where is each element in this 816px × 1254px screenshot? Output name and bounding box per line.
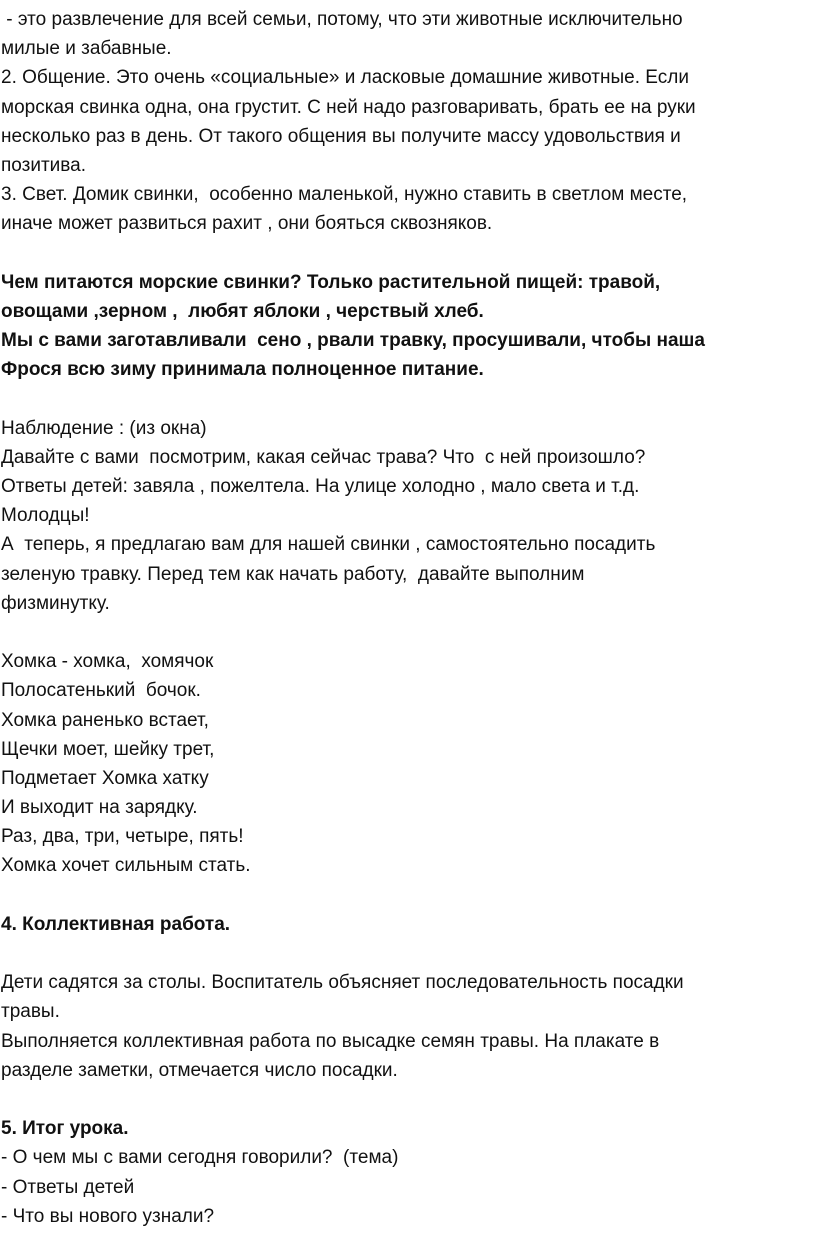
text-line: - Что вы нового узнали? [1,1205,215,1227]
text-line: 5. Итог урока. [1,1118,129,1140]
text-line: милые и забавные. [1,38,172,60]
text-line: Выполняется коллективная работа по высадке семян травы. На плакате в [1,1030,660,1052]
text-line: Хомка - хомка, хомячок [1,651,214,673]
text-line: - Ответы детей [1,1176,135,1198]
text-line: Чем питаются морские свинки? Только растительной пищей: травой, [1,271,661,293]
blank-line [0,881,816,910]
text-line: Хомка раненько встает, [1,709,209,731]
para-communication [0,63,816,180]
text-line: Ответы детей: завяла , пожелтела. На улице холодно , мало света и т.д. [1,476,640,497]
text-line: Молодцы! [1,505,90,527]
text-line: иначе может развиться рахит , они бояться сквозняков. [1,213,493,235]
text-line: овощами ,зерном , любят яблоки , черствый хлеб. [1,300,484,322]
blank-line [0,939,816,968]
text-line: зеленую травку. Перед тем как начать работу, давайте выполним [1,563,585,585]
text-line: Давайте с вами посмотрим, какая сейчас трава? Что с ней произошло? [1,446,646,468]
para-feeding [0,268,816,385]
text-line: А теперь, я предлагаю вам для нашей свинки , самостоятельно посадить [1,534,656,556]
text-line: Подметает Хомка хатку [1,767,209,789]
text-line: Полосатенький бочок. [1,680,201,702]
text-line: Щечки моет, шейку трет, [1,738,215,760]
text-line: несколько раз в день. От такого общения вы получите массу удовольствия и [1,125,681,147]
text-line: - это развлечение для всей семьи, потому, что эти животные исключительно [1,9,683,30]
para-observation [0,414,816,618]
para-light [0,180,816,238]
para-lesson-summary [0,1143,816,1231]
text-line: разделе заметки, отмечается число посадки. [1,1059,398,1081]
blank-line [0,384,816,413]
para-collective-work [0,968,816,1085]
text-line: физминутку. [1,592,110,614]
heading-collective-work [0,910,816,939]
text-line: 4. Коллективная работа. [1,913,231,935]
text-line: Хомка хочет сильным стать. [1,855,251,877]
text-line: - О чем мы с вами сегодня говорили? (тема) [1,1147,399,1169]
heading-lesson-summary [0,1114,816,1143]
text-line: 3. Свет. Домик свинки, особенно маленькой, нужно ставить в светлом месте, [1,184,688,206]
text-line: Дети садятся за столы. Воспитатель объясняет последовательность посадки [1,972,684,994]
poem-hamster [0,647,816,881]
text-line: травы. [1,1001,60,1023]
text-line: Фрося всю зиму принимала полноценное питание. [1,359,484,381]
text-line: Мы с вами заготавливали сено , рвали травку, просушивали, чтобы наша [1,330,705,352]
blank-line [0,618,816,647]
text-line: И выходит на зарядку. [1,797,198,819]
blank-line [0,239,816,268]
document-page [0,5,816,1231]
text-line: Наблюдение : (из окна) [1,417,207,439]
text-line: позитива. [1,154,87,176]
text-line: 2. Общение. Это очень «социальные» и ласковые домашние животные. Если [1,67,689,89]
para-entertainment [0,5,816,63]
text-line: морская свинка одна, она грустит. С ней надо разговаривать, брать ее на руки [1,96,696,118]
text-line: Раз, два, три, четыре, пять! [1,826,244,848]
blank-line [0,1085,816,1114]
